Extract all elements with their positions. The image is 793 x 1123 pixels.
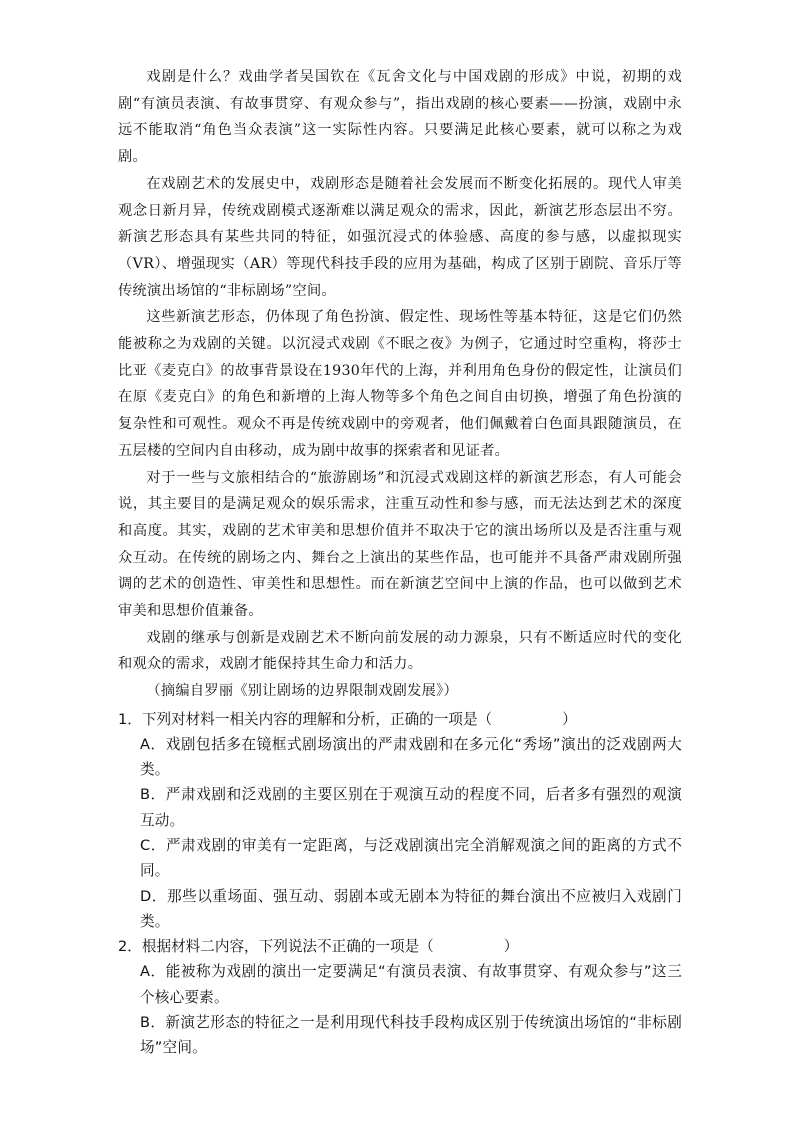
question-stem-close: ） bbox=[503, 938, 519, 956]
question-list bbox=[118, 707, 682, 1061]
passage-paragraph-3: 这些新演艺形态，仍体现了角色扮演、假定性、现场性等基本特征，这是它们仍然能被称之为戏剧的关键。以沉浸式戏剧《不眠之夜》为例子，它通过时空重构，将莎士比亚《麦克白》的故事背景设在1930年代的上海，并利用角色身份的假定性，让演员们在原《麦克白》的角色和新增的上海人物等多个角色之间自由切换，增强了角色扮演的复杂性和可观性。观众不再是传统戏剧中的旁观者，他们佩戴着白色面具跟随演员，在五层楼的空间内自由移动，成为剧中故事的探索者和见证者。 bbox=[118, 309, 682, 459]
passage-paragraph-5: 戏剧的继承与创新是戏剧艺术不断向前发展的动力源泉，只有不断适应时代的变化和观众的需求，戏剧才能保持其生命力和活力。 bbox=[118, 629, 682, 673]
option-b: B．严肃戏剧和泛戏剧的主要区别在于观演互动的程度不同，后者多有强烈的观演互动。 bbox=[140, 786, 682, 829]
option-list bbox=[140, 959, 682, 1060]
passage-paragraph-1: 戏剧是什么？戏曲学者吴国钦在《瓦舍文化与中国戏剧的形成》中说，初期的戏剧“有演员表演、有故事贯穿、有观众参与”，指出戏剧的核心要素——扮演，戏剧中永远不能取消“角色当众表演”这一实际性内容。只要满足此核心要素，就可以称之为戏剧。 bbox=[118, 69, 682, 166]
passage-paragraph-4: 对于一些与文旅相结合的“旅游剧场”和沉浸式戏剧这样的新演艺形态，有人可能会说，其主要目的是满足观众的娱乐需求，注重互动性和参与感，而无法达到艺术的深度和高度。其实，戏剧的艺术审美和思想价值并不取决于它的演出场所以及是否注重与观众互动。在传统的剧场之内、舞台之上演出的某些作品，也可能并不具备严肃戏剧所强调的艺术的创造性、审美性和思想性。而在新演艺空间中上演的作品，也可以做到艺术审美和思想价值兼备。 bbox=[118, 469, 682, 620]
reading-passage bbox=[118, 64, 682, 705]
question-1 bbox=[118, 707, 682, 934]
option-a: A．戏剧包括多在镜框式剧场演出的严肃戏剧和在多元化“秀场”演出的泛戏剧两大类。 bbox=[140, 735, 682, 779]
passage-paragraph-2: 在戏剧艺术的发展史中，戏剧形态是随着社会发展而不断变化拓展的。现代人审美观念日新月异，传统戏剧模式逐渐难以满足观众的需求，因此，新演艺形态层出不穷。新演艺形态具有某些共同的特征，如强沉浸式的体验感、高度的参与感，以虚拟现实（VR）、增强现实（AR）等现代科技手段的应用为基础，构成了区别于剧院、音乐厅等传统演出场馆的“非标剧场”空间。 bbox=[118, 175, 682, 299]
passage-source: （摘编自罗丽《别让剧场的边界限制戏剧发展》） bbox=[146, 683, 459, 700]
option-c: C．严肃戏剧的审美有一定距离，与泛戏剧演出完全消解观演之间的距离的方式不同。 bbox=[140, 837, 682, 880]
question-stem-text: 2．根据材料二内容，下列说法不正确的一项是（ bbox=[118, 938, 434, 956]
option-b: B．新演艺形态的特征之一是利用现代科技手段构成区别于传统演出场馆的“非标剧场”空间。 bbox=[140, 1013, 682, 1057]
document-page bbox=[118, 64, 682, 1060]
option-list bbox=[140, 732, 682, 934]
question-2 bbox=[118, 934, 682, 1060]
option-a: A．能被称为戏剧的演出一定要满足“有演员表演、有故事贯穿、有观众参与”这三个核心要素。 bbox=[140, 963, 682, 1006]
option-d: D．那些以重场面、强互动、弱剧本或无剧本为特征的舞台演出不应被归入戏剧门类。 bbox=[140, 887, 682, 930]
question-stem bbox=[118, 934, 682, 959]
question-stem-close: ） bbox=[562, 710, 577, 728]
question-stem bbox=[118, 707, 682, 732]
question-stem-text: 1．下列对材料一相关内容的理解和分析，正确的一项是（ bbox=[118, 710, 493, 728]
